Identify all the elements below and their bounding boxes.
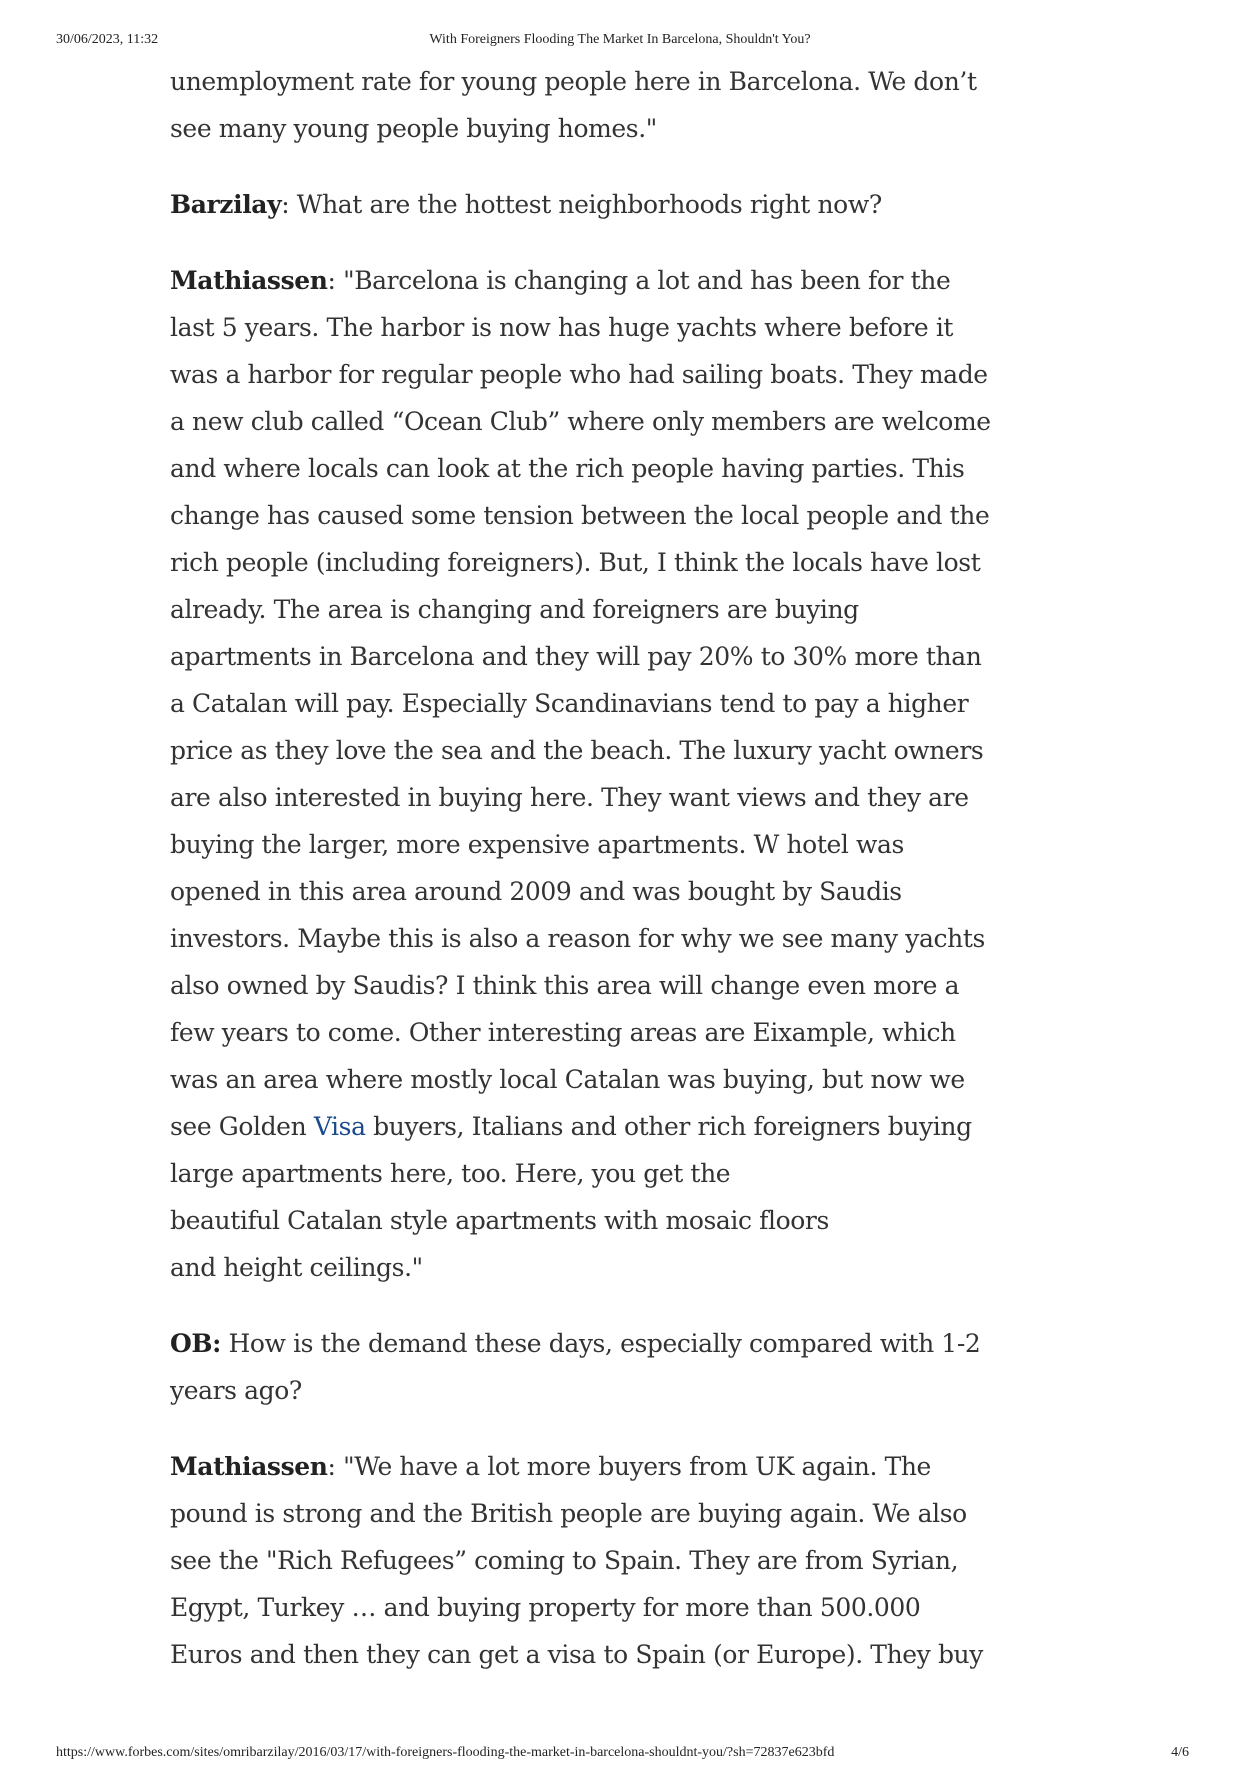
- print-page-title: With Foreigners Flooding The Market In Barcelona, Shouldn't You?: [429, 32, 811, 47]
- answer-text: : "We have a lot more buyers from UK again. The: [327, 1452, 931, 1481]
- text-line: and height ceilings.": [170, 1253, 423, 1282]
- text-line: Euros and then they can get a visa to Spain (or Europe). They buy: [170, 1640, 983, 1669]
- text-line: a new club called “Ocean Club” where only members are welcome: [170, 407, 991, 436]
- text-line: opened in this area around 2009 and was bought by Saudis: [170, 877, 902, 906]
- text-segment: see Golden: [170, 1112, 314, 1141]
- text-line: [170, 1443, 1000, 1490]
- text-line: beautiful Catalan style apartments with mosaic floors: [170, 1206, 829, 1235]
- visa-link[interactable]: Visa: [313, 1112, 366, 1141]
- question-demand: [170, 1320, 1000, 1414]
- page-number: 4/6: [1171, 1745, 1189, 1760]
- text-line: last 5 years. The harbor is now has huge yachts where before it: [170, 313, 954, 342]
- print-date: 30/06/2023, 11:32: [56, 32, 159, 47]
- text-line: are also interested in buying here. They want views and they are: [170, 783, 969, 812]
- text-line: unemployment rate for young people here in Barcelona. We don’t: [170, 67, 977, 96]
- text-line: a Catalan will pay. Especially Scandinavians tend to pay a higher: [170, 689, 969, 718]
- paragraph-unemployment: [170, 58, 1000, 152]
- text-line: [170, 1103, 1000, 1150]
- answer-text: : "Barcelona is changing a lot and has been for the: [327, 266, 951, 295]
- text-line: Egypt, Turkey … and buying property for more than 500.000: [170, 1593, 921, 1622]
- text-line: see the "Rich Refugees” coming to Spain. They are from Syrian,: [170, 1546, 959, 1575]
- text-line: buying the larger, more expensive apartments. W hotel was: [170, 830, 904, 859]
- text-line: also owned by Saudis? I think this area will change even more a: [170, 971, 960, 1000]
- text-line: see many young people buying homes.": [170, 114, 657, 143]
- text-line: years ago?: [170, 1376, 302, 1405]
- text-line: [170, 1320, 1000, 1367]
- text-line: [170, 181, 1000, 228]
- text-line: large apartments here, too. Here, you get the: [170, 1159, 731, 1188]
- text-line: price as they love the sea and the beach. The luxury yacht owners: [170, 736, 984, 765]
- speaker-name: Mathiassen: [170, 1452, 328, 1481]
- text-line: few years to come. Other interesting areas are Eixample, which: [170, 1018, 956, 1047]
- question-text: : What are the hottest neighborhoods right now?: [281, 190, 882, 219]
- speaker-name: Mathiassen: [170, 266, 328, 295]
- speaker-name: Barzilay: [170, 190, 282, 219]
- text-line: pound is strong and the British people are buying again. We also: [170, 1499, 967, 1528]
- question-text: How is the demand these days, especially compared with 1-2: [220, 1329, 981, 1358]
- print-header: [0, 32, 1240, 52]
- text-line: apartments in Barcelona and they will pay 20% to 30% more than: [170, 642, 982, 671]
- text-line: and where locals can look at the rich people having parties. This: [170, 454, 965, 483]
- print-footer: [0, 1745, 1240, 1765]
- text-line: was a harbor for regular people who had sailing boats. They made: [170, 360, 988, 389]
- text-line: [170, 257, 1000, 304]
- question-hottest-neighborhoods: [170, 181, 1000, 228]
- text-line: was an area where mostly local Catalan was buying, but now we: [170, 1065, 965, 1094]
- text-line: rich people (including foreigners). But, I think the locals have lost: [170, 548, 981, 577]
- answer-neighborhoods: [170, 257, 1000, 1291]
- print-url: https://www.forbes.com/sites/omribarzilay/2016/03/17/with-foreigners-flooding-the-market-in-barcelona-shouldnt-you/?sh=72837e623bfd: [56, 1745, 835, 1760]
- speaker-name: OB:: [170, 1329, 221, 1358]
- article-body: [170, 58, 1000, 1707]
- text-line: already. The area is changing and foreigners are buying: [170, 595, 859, 624]
- answer-demand: [170, 1443, 1000, 1678]
- text-line: change has caused some tension between the local people and the: [170, 501, 990, 530]
- text-segment: buyers, Italians and other rich foreigners buying: [365, 1112, 972, 1141]
- text-line: investors. Maybe this is also a reason for why we see many yachts: [170, 924, 985, 953]
